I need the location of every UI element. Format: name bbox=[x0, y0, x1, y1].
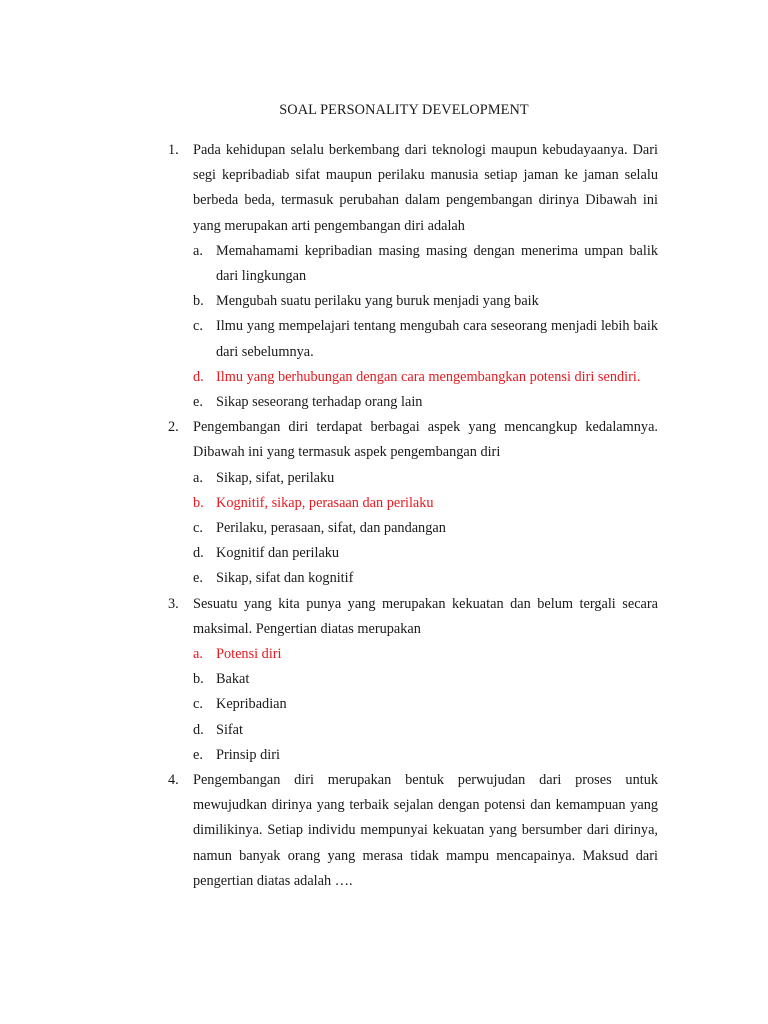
option-text: Kognitif, sikap, perasaan dan perilaku bbox=[216, 494, 434, 511]
option-text: Sifat bbox=[216, 721, 244, 738]
option-letter: e. bbox=[193, 570, 203, 587]
option-letter: d. bbox=[193, 721, 204, 738]
option-text: Sikap, sifat, perilaku bbox=[216, 469, 335, 486]
option-letter: c. bbox=[193, 520, 203, 537]
option-letter: a. bbox=[193, 242, 203, 259]
answer-option bbox=[193, 314, 658, 364]
question-text: Pengembangan diri terdapat berbagai aspek yang mencangkup kedalamnya. Dibawah ini yang termasuk aspek pengembangan diri bbox=[193, 419, 658, 461]
option-letter: d. bbox=[193, 368, 204, 385]
question-number: 1. bbox=[168, 142, 179, 158]
option-text: Ilmu yang mempelajari tentang mengubah cara seseorang menjadi lebih baik dari sebelumnya. bbox=[216, 318, 658, 360]
option-letter: e. bbox=[193, 746, 203, 763]
option-text: Kognitif dan perilaku bbox=[216, 545, 340, 562]
answer-option bbox=[193, 667, 658, 692]
option-letter: b. bbox=[193, 494, 204, 511]
option-letter: d. bbox=[193, 545, 204, 562]
option-text: Kepribadian bbox=[216, 696, 287, 713]
option-text: Sikap, sifat dan kognitif bbox=[216, 570, 354, 587]
answer-option-correct bbox=[193, 491, 658, 516]
question-text: Sesuatu yang kita punya yang merupakan kekuatan dan belum tergali secara maksimal. Pengertian diatas merupakan bbox=[193, 595, 658, 637]
question-item bbox=[168, 138, 658, 415]
option-letter: c. bbox=[193, 318, 203, 335]
answer-option bbox=[193, 239, 658, 289]
question-number: 3. bbox=[168, 595, 179, 612]
question-number: 4. bbox=[168, 772, 179, 789]
answer-option bbox=[193, 289, 658, 314]
answer-option bbox=[193, 466, 658, 491]
option-letter: c. bbox=[193, 696, 203, 713]
question-text: Pada kehidupan selalu berkembang dari teknologi maupun kebudayaanya. Dari segi kepribadiab sifat maupun perilaku manusia setiap jaman ke jaman selalu berbeda beda, termasuk perubahan dalam pengembangan dirinya Dibawah ini yang merupakan arti pengembangan diri adalah bbox=[193, 142, 658, 234]
question-list bbox=[168, 138, 658, 894]
answer-options bbox=[193, 642, 658, 768]
answer-option bbox=[193, 692, 658, 717]
answer-option bbox=[193, 566, 658, 591]
option-text: Memahamami kepribadian masing masing dengan menerima umpan balik dari lingkungan bbox=[216, 242, 658, 285]
question-item bbox=[168, 415, 658, 591]
option-text: Sikap seseorang terhadap orang lain bbox=[216, 394, 423, 411]
answer-option bbox=[193, 743, 658, 768]
option-text: Ilmu yang berhubungan dengan cara mengembangkan potensi diri sendiri. bbox=[216, 368, 641, 385]
question-text: Pengembangan diri merupakan bentuk perwujudan dari proses untuk mewujudkan dirinya yang terbaik sejalan dengan potensi dan kemampuan yang dimilikinya. Setiap individu mempunyai kekuatan yang bersumber dari dirinya, namun banyak orang yang merasa tidak mampu mencapainya. Maksud dari pengertian diatas adalah …. bbox=[193, 772, 658, 889]
option-letter: a. bbox=[193, 646, 203, 663]
option-text: Bakat bbox=[216, 671, 250, 688]
answer-options bbox=[193, 239, 658, 415]
option-text: Prinsip diri bbox=[216, 746, 280, 763]
answer-option-correct bbox=[193, 365, 658, 390]
option-letter: b. bbox=[193, 671, 204, 688]
answer-option bbox=[193, 718, 658, 743]
question-number: 2. bbox=[168, 419, 179, 436]
option-text: Perilaku, perasaan, sifat, dan pandangan bbox=[216, 520, 446, 537]
question-item bbox=[168, 768, 658, 894]
answer-option bbox=[193, 390, 658, 415]
question-item bbox=[168, 592, 658, 768]
answer-option bbox=[193, 541, 658, 566]
page-title: SOAL PERSONALITY DEVELOPMENT bbox=[279, 102, 529, 118]
answer-option-correct bbox=[193, 642, 658, 667]
option-text: Potensi diri bbox=[216, 646, 282, 663]
option-text: Mengubah suatu perilaku yang buruk menjadi yang baik bbox=[216, 293, 539, 310]
answer-options bbox=[193, 466, 658, 592]
option-letter: e. bbox=[193, 394, 203, 411]
option-letter: b. bbox=[193, 293, 204, 310]
answer-option bbox=[193, 516, 658, 541]
option-letter: a. bbox=[193, 469, 203, 486]
